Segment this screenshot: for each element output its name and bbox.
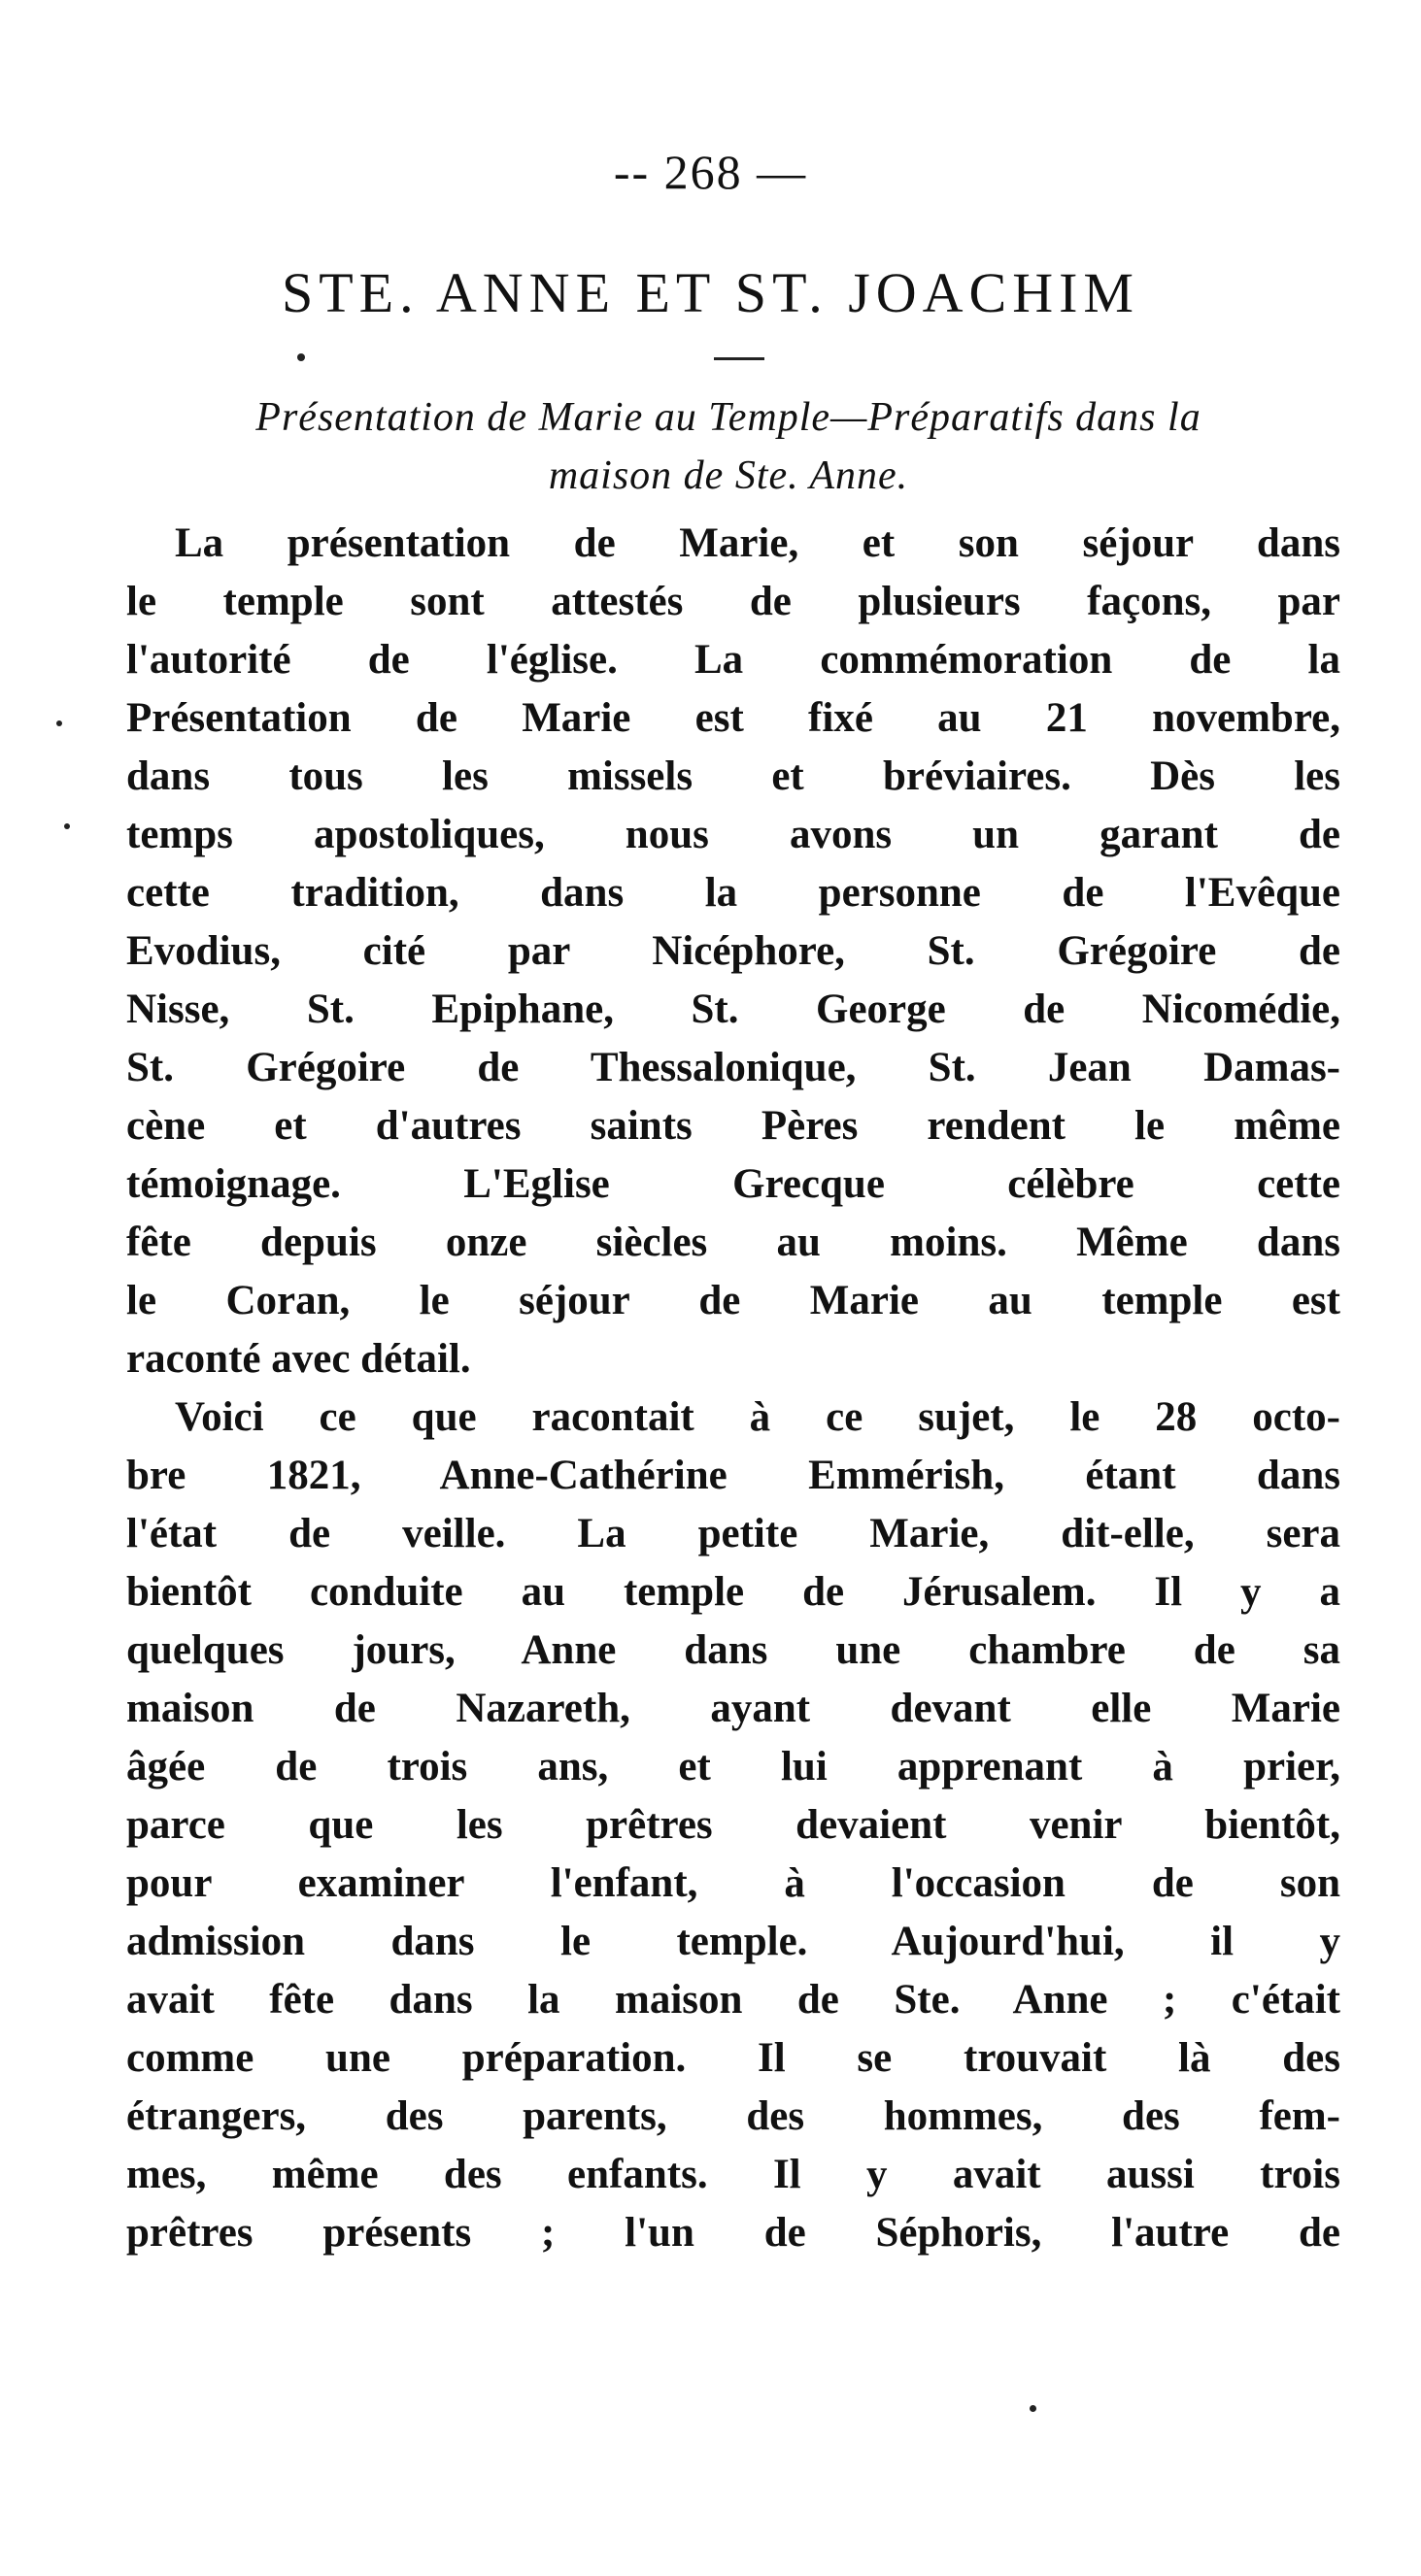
text-line: admission dans le temple. Aujourd'hui, il y — [126, 1919, 1340, 1964]
page-number: -- 268 — — [613, 145, 808, 199]
text-line: âgée de trois ans, et lui apprenant à prier, — [126, 1744, 1340, 1790]
text-line: bientôt conduite au temple de Jérusalem. Il y a — [126, 1569, 1340, 1615]
text-line: l'état de veille. La petite Marie, dit-elle, sera — [126, 1511, 1340, 1556]
subtitle-line: Présentation de Marie au Temple—Préparatifs dans la — [255, 395, 1201, 440]
text-line: dans tous les missels et bréviaires. Dès les — [126, 753, 1340, 799]
text-line: parce que les prêtres devaient venir bientôt, — [126, 1802, 1340, 1848]
subtitle-line: maison de Ste. Anne. — [548, 453, 909, 498]
text-line: le temple sont attestés de plusieurs façons, par — [126, 579, 1340, 624]
text-line: le Coran, le séjour de Marie au temple est — [126, 1278, 1340, 1323]
text-line: prêtres présents ; l'un de Séphoris, l'autre de — [126, 2210, 1340, 2256]
text-line: témoignage. L'Eglise Grecque célèbre cette — [126, 1161, 1340, 1207]
text-line: mes, même des enfants. Il y avait aussi trois — [126, 2152, 1340, 2197]
text-line: maison de Nazareth, ayant devant elle Marie — [126, 1686, 1340, 1731]
title-divider — [714, 357, 764, 360]
text-line: cène et d'autres saints Pères rendent le même — [126, 1103, 1340, 1149]
text-line: Nisse, St. Epiphane, St. George de Nicomédie, — [126, 987, 1340, 1032]
chapter-subtitle — [117, 388, 1340, 505]
text-line: St. Grégoire de Thessalonique, St. Jean Damas- — [126, 1045, 1340, 1090]
text-line: pour examiner l'enfant, à l'occasion de son — [126, 1860, 1340, 1906]
speck-mark — [56, 720, 62, 726]
text-line: l'autorité de l'église. La commémoration de la — [126, 637, 1340, 683]
text-line: bre 1821, Anne-Cathérine Emmérish, étant dans — [126, 1453, 1340, 1498]
text-line: comme une préparation. Il se trouvait là des — [126, 2035, 1340, 2081]
speck-mark — [1030, 2405, 1036, 2412]
text-line: Voici ce que racontait à ce sujet, le 28 octo- — [175, 1394, 1340, 1440]
speck-mark — [297, 353, 305, 361]
speck-mark — [64, 823, 70, 829]
text-line: temps apostoliques, nous avons un garant de — [126, 812, 1340, 857]
paragraph-2 — [126, 1388, 1340, 2262]
text-line: Evodius, cité par Nicéphore, St. Grégoire de — [126, 928, 1340, 974]
text-line: fête depuis onze siècles au moins. Même dans — [126, 1220, 1340, 1265]
text-line: raconté avec détail. — [126, 1336, 471, 1382]
text-line: La présentation de Marie, et son séjour dans — [175, 520, 1340, 566]
text-line: étrangers, des parents, des hommes, des fem- — [126, 2093, 1340, 2139]
text-line: cette tradition, dans la personne de l'Evêque — [126, 870, 1340, 916]
chapter-title: STE. ANNE ET ST. JOACHIM — [282, 261, 1139, 324]
paragraph-1 — [126, 515, 1340, 1388]
text-line: quelques jours, Anne dans une chambre de sa — [126, 1627, 1340, 1673]
text-line: Présentation de Marie est fixé au 21 novembre, — [126, 695, 1340, 741]
text-line: avait fête dans la maison de Ste. Anne ; c'était — [126, 1977, 1340, 2023]
